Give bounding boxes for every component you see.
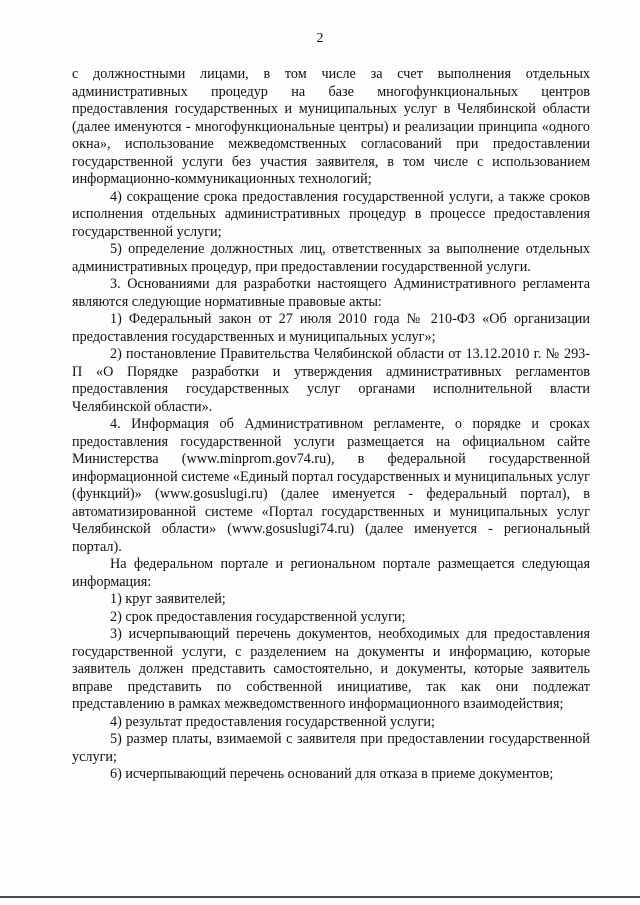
paragraph-section-4: 4. Информация об Административном регламенте, о порядке и сроках предоставления государственной услуги размещается на официальном сайте Министерства (www.minprom.gov74.ru), в федеральной государственной информационной системе «Единый портал государственных и муниципальных услуг (функций)» (www.gosuslugi.ru) (далее именуется - федеральный портал), в автоматизированной системе «Портал государственных и муниципальных услуг Челябинской области» (www.gosuslugi74.ru) (далее именуется - региональный портал).: [72, 416, 590, 555]
paragraph-item-4-reduction: 4) сокращение срока предоставления государственной услуги, а также сроков исполнения отдельных административных процедур в процессе предоставления государственной услуги;: [72, 188, 590, 240]
page-number: 2: [316, 31, 324, 46]
list-item-result: 4) результат предоставления государственной услуги;: [110, 713, 435, 730]
paragraph-item-5-officials: 5) определение должностных лиц, ответственных за выполнение отдельных административных процедур, при предоставлении государственной услуги.: [72, 241, 590, 275]
list-item-documents: 3) исчерпывающий перечень документов, необходимых для предоставления государственной услуги, с разделением на документы и информацию, которые заявитель должен представить самостоятельно, и документы, которые заявитель вправе представить по собственной инициативе, так как они подлежат представлению в рамках межведомственного информационного взаимодействия;: [72, 626, 590, 712]
paragraph-resolution-293: 2) постановление Правительства Челябинской области от 13.12.2010 г. № 293-П «О Порядке разработки и утверждения административных регламентов предоставления государственных услуг органами исполнительной власти Челябинской области».: [72, 346, 590, 415]
paragraph-section-3: 3. Основаниями для разработки настоящего Административного регламента являются следующие нормативные правовые акты:: [72, 276, 590, 310]
paragraph-law-210: 1) Федеральный закон от 27 июля 2010 года № 210-ФЗ «Об организации предоставления государственных и муниципальных услуг»;: [72, 311, 590, 345]
document-body: [72, 66, 590, 784]
list-item-term: 2) срок предоставления государственной услуги;: [110, 608, 406, 625]
paragraph-portal-info: На федеральном портале и региональном портале размещается следующая информация:: [72, 556, 590, 590]
list-item-refusal-grounds: 6) исчерпывающий перечень оснований для отказа в приеме документов;: [110, 766, 554, 782]
list-item-fee: 5) размер платы, взимаемой с заявителя при предоставлении государственной услуги;: [72, 731, 590, 765]
paragraph-continuation: с должностными лицами, в том числе за счет выполнения отдельных административных процедур на базе многофункциональных центров предоставления государственных и муниципальных услуг в Челябинской области (далее именуются - многофункциональные центры) и реализации принципа «одного окна», использование межведомственных согласований при предоставлении государственной услуги без участия заявителя, в том числе с использованием информационно-коммуникационных технологий;: [72, 66, 590, 187]
list-item-applicants: 1) круг заявителей;: [110, 591, 226, 607]
bottom-scan-edge: [0, 896, 640, 898]
